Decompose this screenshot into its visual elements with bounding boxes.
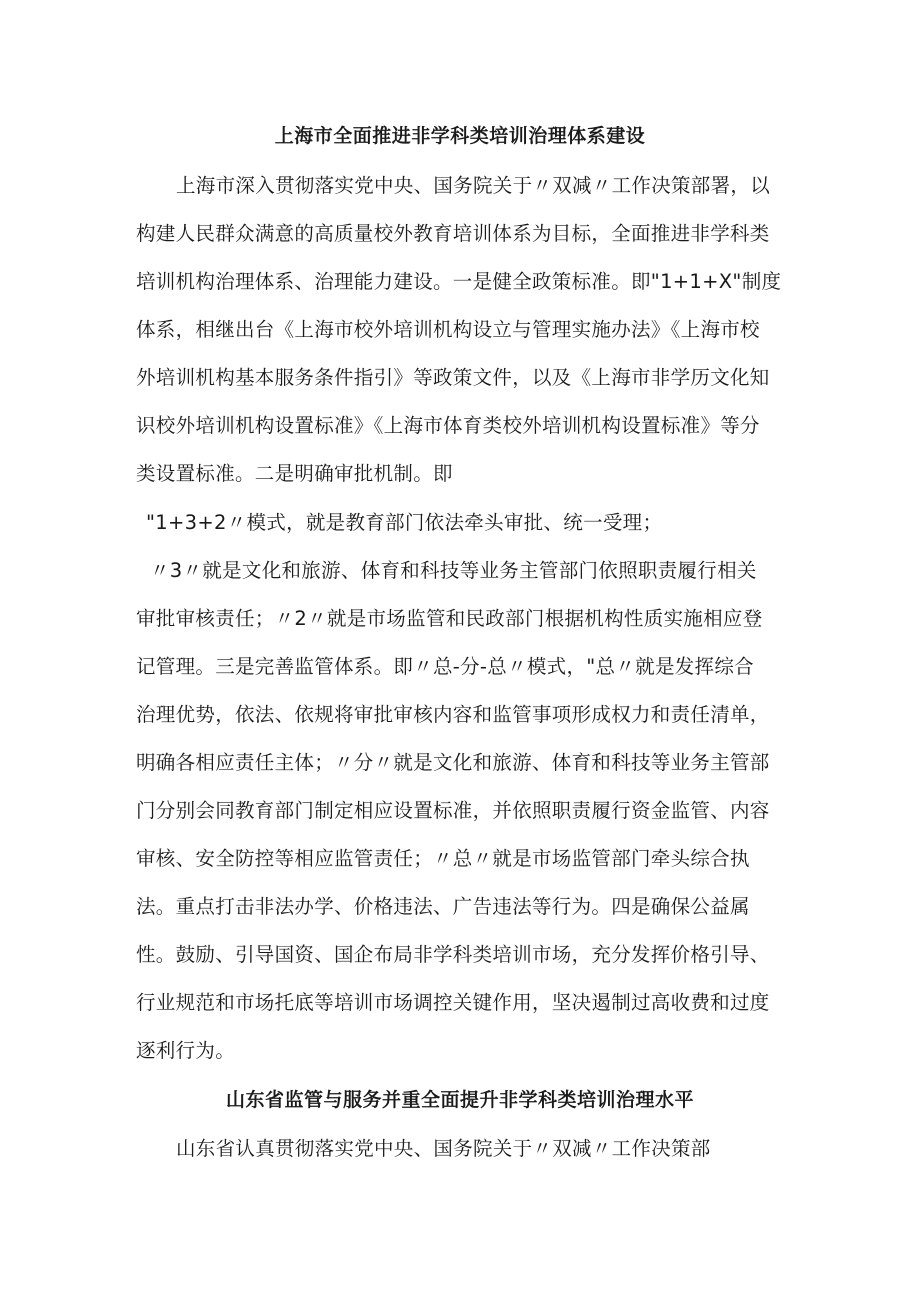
paragraph-line: 门分别会同教育部门制定相应设置标准，并依照职责履行资金监管、内容	[136, 799, 770, 822]
paragraph-line: 明确各相应责任主体；〃分〃就是文化和旅游、体育和科技等业务主管部	[136, 751, 770, 774]
section-title-shandong: 山东省监管与服务并重全面提升非学科类培训治理水平	[225, 1089, 694, 1111]
paragraph-line: 〃3〃就是文化和旅游、体育和科技等业务主管部门依照职责履行相关	[150, 559, 757, 582]
paragraph-line: 行业规范和市场托底等培训市场调控关键作用，坚决遏制过高收费和过度	[136, 991, 770, 1014]
paragraph-line: 培训机构治理体系、治理能力建设。一是健全政策标准。即"1+1+X"制度	[136, 270, 782, 293]
paragraph-line: 审核、安全防控等相应监管责任；〃总〃就是市场监管部门牵头综合执	[136, 847, 750, 870]
paragraph-line: 体系，相继出台《上海市校外培训机构设立与管理实施办法》《上海市校	[136, 318, 760, 341]
paragraph-line: 上海市深入贯彻落实党中央、国务院关于〃双减〃工作决策部署，以	[176, 174, 771, 197]
paragraph-line: 山东省认真贯彻落实党中央、国务院关于〃双减〃工作决策部	[176, 1137, 711, 1160]
paragraph-line: 外培训机构基本服务条件指引》等政策文件，以及《上海市非学历文化知	[136, 366, 770, 389]
paragraph-line: "1+3+2〃模式，就是教育部门依法牵头审批、统一受理；	[146, 511, 663, 534]
paragraph-line: 治理优势，依法、依规将审批审核内容和监管事项形成权力和责任清单，	[136, 703, 770, 726]
paragraph-line: 逐利行为。	[136, 1039, 236, 1062]
paragraph-line: 记管理。三是完善监管体系。即〃总-分-总〃模式，"总〃就是发挥综合	[136, 655, 754, 678]
paragraph-line: 性。鼓励、引导国资、国企布局非学科类培训市场，充分发挥价格引导、	[136, 943, 770, 966]
paragraph-line: 识校外培训机构设置标准》《上海市体育类校外培训机构设置标准》等分	[136, 414, 760, 437]
paragraph-line: 类设置标准。二是明确审批机制。即	[136, 462, 453, 485]
section-title-shanghai: 上海市全面推进非学科类培训治理体系建设	[274, 125, 646, 147]
paragraph-line: 法。重点打击非法办学、价格违法、广告违法等行为。四是确保公益属	[136, 895, 750, 918]
paragraph-line: 审批审核责任；〃2〃就是市场监管和民政部门根据机构性质实施相应登	[136, 607, 763, 630]
paragraph-line: 构建人民群众满意的高质量校外教育培训体系为目标，全面推进非学科类	[136, 222, 770, 245]
